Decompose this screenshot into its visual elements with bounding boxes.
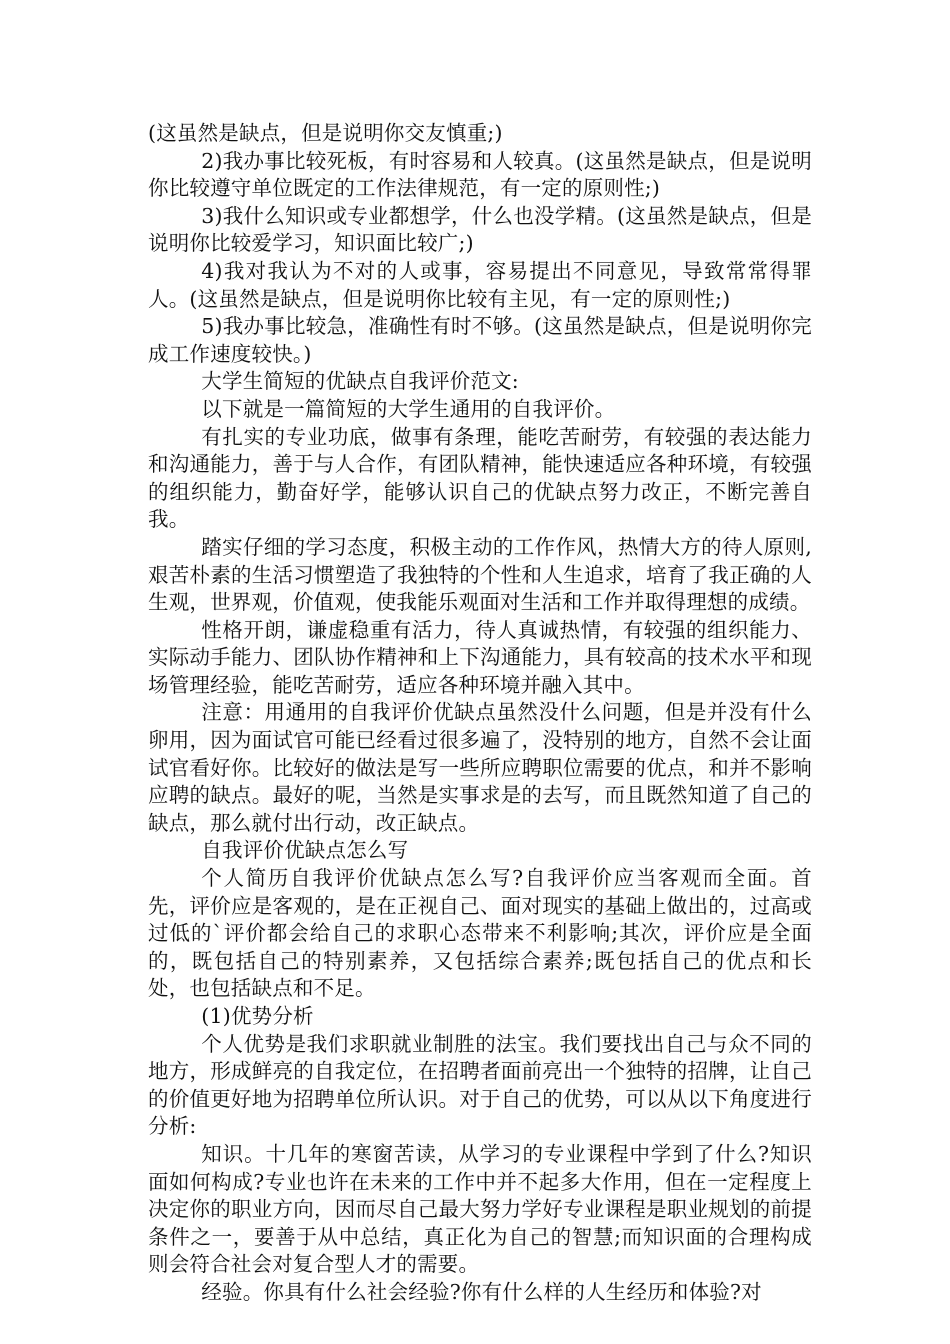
- paragraph-3: 3)我什么知识或专业都想学，什么也没学精。(这虽然是缺点，但是说明你比较爱学习，知识面比较广;): [148, 203, 812, 256]
- paragraph-10: 性格开朗，谦虚稳重有活力，待人真诚热情，有较强的组织能力、实际动手能力、团队协作精神和上下沟通能力，具有较高的技术水平和现场管理经验，能吃苦耐劳，适应各种环境并融入其中。: [148, 617, 812, 697]
- paragraph-experience: 经验。你具有什么社会经验?你有什么样的人生经历和体验?对: [201, 1279, 762, 1304]
- section-heading-strengths: (1)优势分析: [201, 1004, 314, 1028]
- paragraph-9: 踏实仔细的学习态度，积极主动的工作作风，热情大方的待人原则,艰苦朴素的生活习惯塑造了我独特的个性和人生追求，培育了我正确的人生观，世界观，价值观，使我能乐观面对生活和工作并取得理想的成绩。: [148, 534, 812, 615]
- paragraph-note: 注意：用通用的自我评价优缺点虽然没什么问题，但是并没有什么卵用，因为面试官可能已经看过很多遍了，没特别的地方，自然不会让面试官看好你。比较好的做法是写一些所应聘职位需要的优点，和并不影响应聘的缺点。最好的呢，当然是实事求是的去写，而且既然知道了自己的缺点，那么就付出行动，改正缺点。: [148, 700, 812, 835]
- paragraph-7: 以下就是一篇简短的大学生通用的自我评价。: [201, 396, 616, 421]
- paragraph-13: 个人简历自我评价优缺点怎么写?自我评价应当客观而全面。首先，评价应是客观的，是在正视自己、面对现实的基础上做出的，过高或过低的`评价都会给自己的求职心态带来不利影响;其次，评价应是全面的，既包括自己的特别素养，又包括综合素养;既包括自己的优点和长处，也包括缺点和不足。: [148, 866, 812, 1001]
- paragraph-1: (这虽然是缺点，但是说明你交友慎重;): [148, 121, 503, 145]
- paragraph-5: 5)我办事比较急，准确性有时不够。(这虽然是缺点，但是说明你完成工作速度较快。): [148, 314, 812, 366]
- paragraph-4: 4)我对我认为不对的人或事，容易提出不同意见，导致常常得罪人。(这虽然是缺点，但是说明你比较有主见，有一定的原则性;): [148, 258, 812, 311]
- section-heading-howto: 自我评价优缺点怎么写: [201, 838, 409, 863]
- paragraph-15: 个人优势是我们求职就业制胜的法宝。我们要找出自己与众不同的地方，形成鲜亮的自我定位，在招聘者面前亮出一个独特的招牌，让自己的价值更好地为招聘单位所认识。对于自己的优势，可以从以下角度进行分析:: [148, 1031, 812, 1139]
- section-heading-sample: 大学生简短的优缺点自我评价范文:: [201, 369, 519, 394]
- document-body: [148, 120, 812, 1307]
- paragraph-2: 2)我办事比较死板，有时容易和人较真。(这虽然是缺点，但是说明你比较遵守单位既定的工作法律规范，有一定的原则性;): [148, 148, 812, 201]
- paragraph-knowledge: 知识。十几年的寒窗苦读，从学习的专业课程中学到了什么?知识面如何构成?专业也许在未来的工作中并不起多大作用，但在一定程度上决定你的职业方向，因而尽自己最大努力学好专业课程是职业规划的前提条件之一，要善于从中总结，真正化为自己的智慧;而知识面的合理构成则会符合社会对复合型人才的需要。: [148, 1141, 812, 1277]
- paragraph-8: 有扎实的专业功底，做事有条理，能吃苦耐劳，有较强的表达能力和沟通能力，善于与人合作，有团队精神，能快速适应各种环境，有较强的组织能力，勤奋好学，能够认识自己的优缺点努力改正，不断完善自我。: [148, 424, 812, 532]
